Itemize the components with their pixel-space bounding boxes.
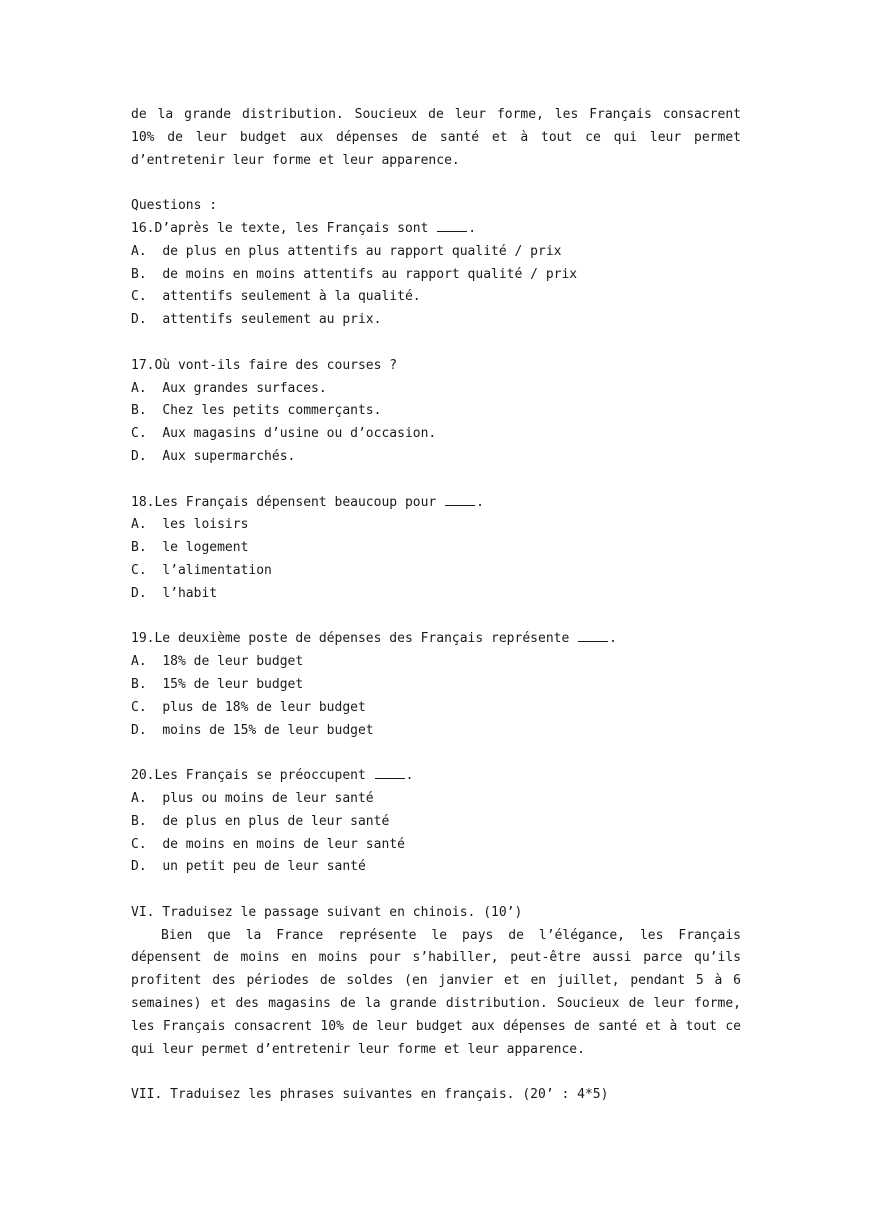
question-title [131,628,741,651]
option-row [131,583,741,606]
question-number: 18. [131,494,155,510]
option-text: Chez les petits commerçants. [162,403,382,419]
option-letter: A. [131,380,147,396]
option-text: Aux supermarchés. [162,448,296,464]
option-letter: A. [131,790,147,806]
option-letter: C. [131,562,147,578]
option-text: 18% de leur budget [162,654,304,670]
option-text: plus ou moins de leur santé [162,790,374,806]
option-row [131,788,741,811]
option-text: le logement [162,540,249,556]
option-row [131,560,741,583]
option-row [131,378,741,401]
option-text: de plus en plus attentifs au rapport qualité / prix [162,243,562,259]
option-text: les loisirs [162,517,249,533]
section-vii-heading: VII. Traduisez les phrases suivantes en français. (20’ : 4*5) [131,1087,609,1103]
option-letter: A. [131,654,147,670]
question-title [131,218,741,241]
option-letter: A. [131,517,147,533]
question-text: Où vont-ils faire des courses ? [154,357,398,373]
option-text: attentifs seulement au prix. [162,312,382,328]
option-letter: B. [131,676,147,692]
spacer [131,879,741,902]
question-block [131,492,741,629]
option-row [131,423,741,446]
spacer [131,742,741,765]
question-number: 17. [131,357,155,373]
question-number: 19. [131,631,155,647]
question-text: Les Français se préoccupent [154,768,366,784]
option-row [131,400,741,423]
option-text: Aux grandes surfaces. [162,380,327,396]
answer-blank [437,218,467,232]
option-letter: B. [131,403,147,419]
option-row [131,697,741,720]
option-letter: B. [131,813,147,829]
option-text: de moins en moins attentifs au rapport qualité / prix [162,266,578,282]
option-text: moins de 15% de leur budget [162,722,374,738]
option-text: de plus en plus de leur santé [162,813,390,829]
answer-blank [445,492,475,506]
option-row [131,446,741,469]
option-text: de moins en moins de leur santé [162,836,405,852]
question-title [131,765,741,788]
option-text: attentifs seulement à la qualité. [162,289,421,305]
spacer [131,606,741,629]
option-text: Aux magasins d’usine ou d’occasion. [162,426,437,442]
option-letter: B. [131,540,147,556]
question-block [131,355,741,492]
option-text: l’alimentation [162,562,272,578]
spacer [131,172,741,195]
spacer [131,469,741,492]
option-text: un petit peu de leur santé [162,859,366,875]
option-row [131,537,741,560]
option-letter: A. [131,243,147,259]
question-text: D’après le texte, les Français sont [154,220,429,236]
question-block [131,218,741,355]
top-paragraph: de la grande distribution. Soucieux de leur forme, les Français consacrent 10% de leur budget aux dépenses de santé et à tout ce qui leur permet d’entretenir leur forme et leur apparence. [131,107,741,168]
option-row [131,720,741,743]
option-letter: C. [131,836,147,852]
question-punctuation: . [476,494,484,510]
option-letter: D. [131,448,147,464]
question-title [131,492,741,515]
option-letter: B. [131,266,147,282]
answer-blank [375,765,405,779]
question-number: 16. [131,220,155,236]
question-block [131,765,741,902]
option-letter: C. [131,699,147,715]
option-letter: C. [131,426,147,442]
question-block [131,628,741,765]
spacer [131,332,741,355]
question-punctuation: . [405,768,414,784]
questions-list [131,218,741,902]
section-vi [131,902,741,1062]
questions-heading: Questions : [131,198,218,214]
option-row [131,674,741,697]
option-letter: C. [131,289,147,305]
answer-blank [578,628,608,642]
question-title [131,355,741,378]
document-page [131,104,741,1107]
option-row [131,514,741,537]
section-vi-passage: Bien que la France représente le pays de l’élégance, les Français dépensent de moins en moins pour s’habiller, peut-être aussi parce qu’ils profitent des périodes de soldes (en janvier et en juillet, pendant 5 à 6 semaines) et des magasins de la grande distribution. Soucieux de leur forme, les Français consacrent 10% de leur budget aux dépenses de santé et à tout ce qui leur permet d’entretenir leur forme et leur apparence. [131,927,741,1057]
option-row [131,811,741,834]
option-row [131,651,741,674]
option-text: l’habit [162,585,218,601]
question-number: 20. [131,768,155,784]
question-text: Le deuxième poste de dépenses des Français représente [154,631,570,647]
option-text: 15% de leur budget [162,676,304,692]
option-letter: D. [131,585,147,601]
option-row [131,286,741,309]
option-row [131,856,741,879]
option-row [131,834,741,857]
option-letter: D. [131,859,147,875]
spacer [131,1061,741,1084]
option-row [131,264,741,287]
option-row [131,309,741,332]
question-punctuation: . [468,220,477,236]
section-vi-heading: VI. Traduisez le passage suivant en chinois. (10’) [131,904,523,920]
option-letter: D. [131,312,147,328]
question-punctuation: . [609,631,617,647]
option-letter: D. [131,722,147,738]
option-row [131,241,741,264]
option-text: plus de 18% de leur budget [162,699,366,715]
question-text: Les Français dépensent beaucoup pour [154,494,437,510]
